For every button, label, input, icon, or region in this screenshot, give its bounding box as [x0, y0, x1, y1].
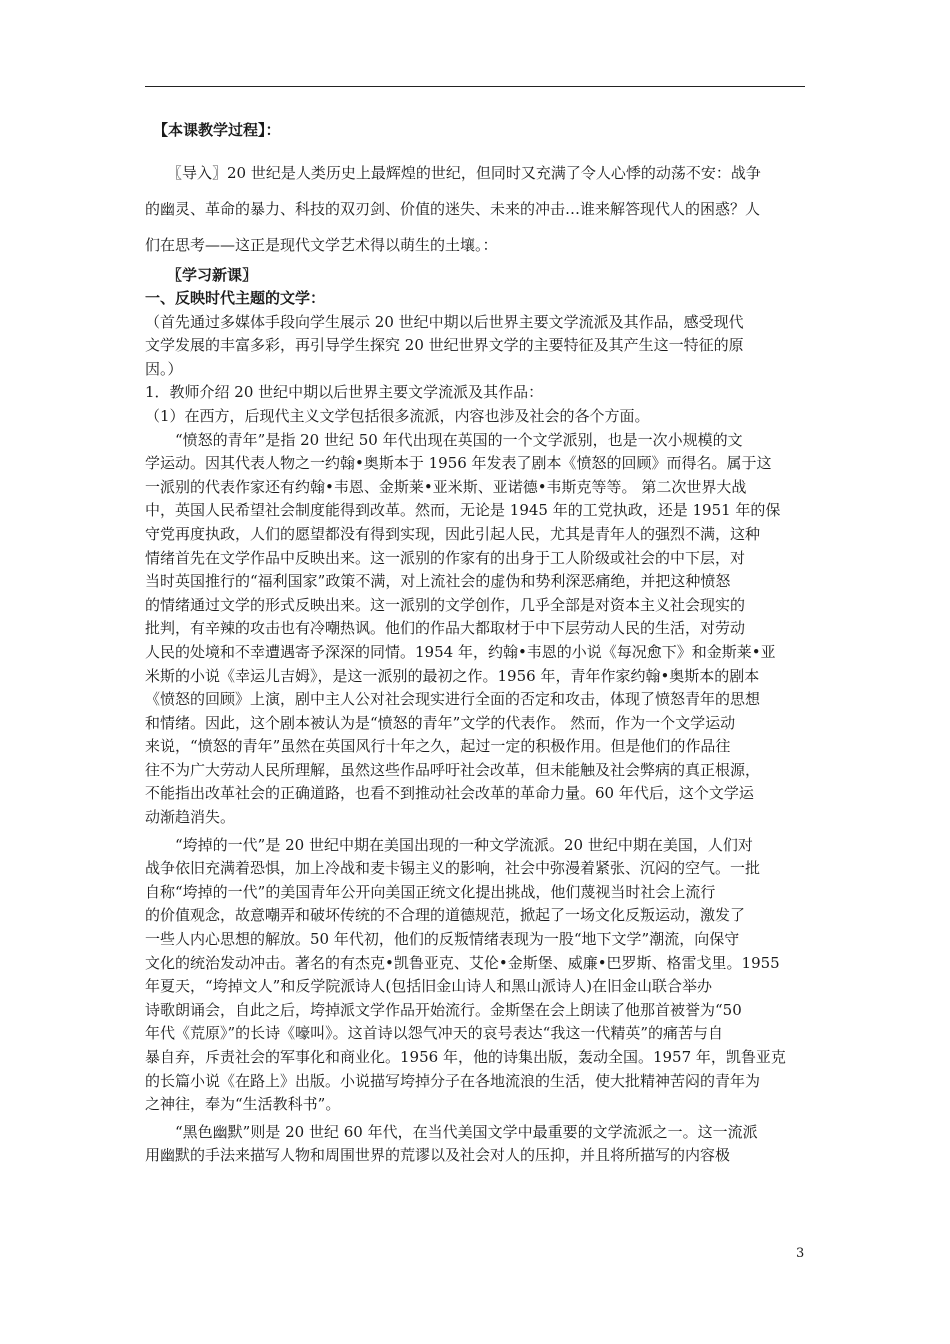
paragraph-black-humor: [145, 1121, 807, 1168]
paragraph-angry-young-men: [145, 429, 807, 830]
paragraph-line: 诗歌朗诵会，自此之后，垮掉派文学作品开始流行。金斯堡在会上朗读了他那首被誉为“50: [145, 1000, 742, 1019]
overview-line: （首先通过多媒体手段向学生展示 20 世纪中期以后世界主要文学流派及其作品，感受现代: [145, 312, 744, 331]
paragraph-line: 一派别的代表作家还有约翰•韦恩、金斯莱•亚米斯、亚诺德•韦斯克等等。 第二次世界大战: [145, 477, 747, 496]
paragraph-line: 来说，“愤怒的青年”虽然在英国风行十年之久，起过一定的积极作用。但是他们的作品往: [145, 737, 731, 756]
paragraph-line: 学运动。因其代表人物之一约翰•奥斯本于 1956 年发表了剧本《愤怒的回顾》而得名。属于这: [145, 454, 772, 473]
paragraph-line: 米斯的小说《幸运儿吉姆》，是这一派别的最初之作。1956 年，青年作家约翰•奥斯本的剧本: [145, 666, 760, 685]
paragraph-line: 的价值观念，故意嘲弄和破坏传统的不合理的道德规范，掀起了一场文化反叛运动，激发了: [145, 906, 746, 925]
paragraph-line: 人民的处境和不幸遭遇寄予深深的同情。1954 年，约翰•韦恩的小说《每况愈下》和金斯莱•亚: [145, 642, 776, 661]
paragraph-line: 《愤怒的回顾》上演，剧中主人公对社会现实进行全面的否定和攻击，体现了愤怒青年的思想: [145, 690, 761, 709]
paragraph-line: 的长篇小说《在路上》出版。小说描写垮掉分子在各地流浪的生活，使大批精神苦闷的青年为: [145, 1071, 761, 1090]
paragraph-line: 动渐趋消失。: [145, 808, 236, 827]
paragraph-line: 批判，有辛辣的攻击也有冷嘲热讽。他们的作品大都取材于中下层劳动人民的生活，对劳动: [145, 619, 746, 638]
paragraph-line: 和情绪。因此，这个剧本被认为是“愤怒的青年”文学的代表作。 然而，作为一个文学运动: [145, 713, 736, 732]
paragraph-line: 的情绪通过文学的形式反映出来。这一派别的文学创作，几乎全部是对资本主义社会现实的: [145, 595, 746, 614]
intro-line: 〖导入〗20 世纪是人类历史上最辉煌的世纪，但同时又充满了令人心悸的动荡不安：战争: [167, 164, 761, 182]
intro-line: 的幽灵、革命的暴力、科技的双刃剑、价值的迷失、未来的冲击…谁来解答现代人的困惑？人: [145, 200, 761, 218]
paragraph-line: 守党再度执政，人们的愿望都没有得到实现，因此引起人民，尤其是青年人的强烈不满，这种: [145, 524, 761, 543]
part-heading: 一、反映时代主题的文学：: [145, 289, 326, 307]
paragraph-line: 年夏天，“垮掉文人”和反学院派诗人(包括旧金山诗人和黑山派诗人)在旧金山联合举办: [145, 977, 713, 996]
paragraph-beat-generation: [145, 834, 807, 1117]
paragraph-line: 一些人内心思想的解放。50 年代初，他们的反叛情绪表现为一股“地下文学”潮流，向保守: [145, 930, 740, 949]
paragraph-line: “愤怒的青年”是指 20 世纪 50 年代出现在英国的一个文学派别，也是一次小规模的文: [175, 430, 743, 449]
page-number: 3: [796, 1246, 805, 1261]
paragraph-line: 年代《荒原》”的长诗《嚎叫》。这首诗以怨气冲天的哀号表达“我这一代精英”的痛苦与自: [145, 1024, 724, 1043]
paragraph-line: 情绪首先在文学作品中反映出来。这一派别的作家有的出身于工人阶级或社会的中下层，对: [145, 548, 746, 567]
paragraph-line: 之神往，奉为“生活教科书”。: [145, 1095, 341, 1114]
section-heading: 【本课教学过程】：: [153, 121, 281, 139]
list-item-1-1: （1）在西方，后现代主义文学包括很多流派，内容也涉及社会的各个方面。: [145, 406, 650, 425]
paragraph-line: 不能指出改革社会的正确道路，也看不到推动社会改革的革命力量。60 年代后，这个文学运: [145, 784, 754, 803]
intro-line: 们在思考——这正是现代文学艺术得以萌生的土壤。：: [145, 236, 498, 254]
document-body: [145, 118, 807, 1168]
paragraph-line: 当时英国推行的“福利国家”政策不满，对上流社会的虚伪和势利深恶痛绝，并把这种愤怒: [145, 572, 731, 591]
intro-paragraph: [145, 155, 807, 263]
overview-paragraph: [145, 311, 807, 382]
paragraph-line: 暴自弃，斥责社会的军事化和商业化。1956 年，他的诗集出版，轰动全国。1957 年，凯鲁亚克: [145, 1048, 786, 1066]
paragraph-line: 中，英国人民希望社会制度能得到改革。然而，无论是 1945 年的工党执政，还是 1951 年的保: [145, 501, 781, 520]
list-item-1: 1．教师介绍 20 世纪中期以后世界主要文学流派及其作品：: [145, 383, 544, 402]
new-lesson-heading: 〖学习新课〗: [167, 266, 258, 284]
paragraph-line: 往不为广大劳动人民所理解，虽然这些作品呼吁社会改革，但未能触及社会弊病的真正根源，: [145, 760, 761, 779]
paragraph-line: 用幽默的手法来描写人物和周围世界的荒谬以及社会对人的压抑，并且将所描写的内容极: [145, 1146, 731, 1165]
paragraph-line: “黑色幽默”则是 20 世纪 60 年代，在当代美国文学中最重要的文学流派之一。这一流派: [175, 1122, 758, 1141]
header-rule: [145, 86, 805, 87]
paragraph-line: “垮掉的一代”是 20 世纪中期在美国出现的一种文学流派。20 世纪中期在美国，人们对: [175, 835, 753, 854]
overview-line: 因。）: [145, 359, 183, 378]
paragraph-line: 文化的统治发动冲击。著名的有杰克•凯鲁亚克、艾伦•金斯堡、威廉•巴罗斯、格雷戈里。1955: [145, 953, 780, 972]
overview-line: 文学发展的丰富多彩，再引导学生探究 20 世纪世界文学的主要特征及其产生这一特征的原: [145, 336, 744, 355]
paragraph-line: 自称“垮掉的一代”的美国青年公开向美国正统文化提出挑战，他们蔑视当时社会上流行: [145, 882, 716, 901]
paragraph-line: 战争依旧充满着恐惧，加上冷战和麦卡锡主义的影响，社会中弥漫着紧张、沉闷的空气。一批: [145, 859, 761, 878]
